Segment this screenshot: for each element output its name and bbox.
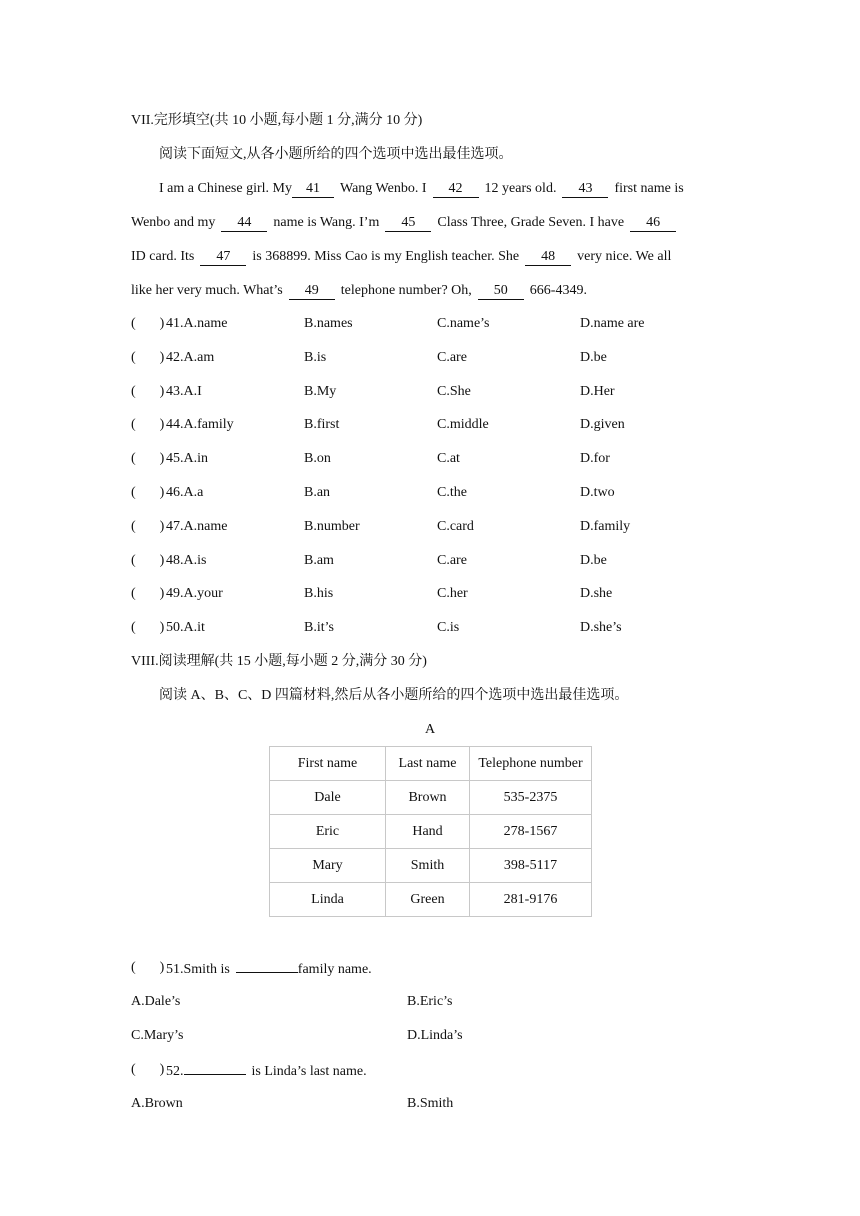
answer-paren[interactable] [131,348,164,368]
close-paren: ) [159,518,165,534]
passage-text: ID card. Its [131,249,195,264]
table-cell: Dale [270,781,386,815]
close-paren: ) [159,417,165,433]
passage-label-a: A [424,722,436,737]
close-paren: ) [159,960,165,975]
open-paren: ( [131,960,136,975]
table-header: Telephone number [470,747,592,781]
blank-45[interactable]: 45 [385,215,431,232]
question-stem: family name. [297,962,372,977]
option-b[interactable]: B.My [304,383,337,399]
option-b[interactable]: B.number [304,518,360,534]
option-d[interactable]: D.given [580,417,625,433]
blank-47[interactable]: 47 [200,249,246,266]
close-paren: ) [159,383,165,399]
question-51-stem [166,958,372,980]
passage-text: like her very much. What’s [131,283,283,298]
phone-table [269,746,592,917]
option-c[interactable]: C.middle [437,417,489,433]
question-52-paren[interactable] [131,1060,164,1080]
table-header: Last name [386,747,470,781]
passage-text: Wenbo and my [131,215,216,230]
passage-line-3 [131,247,671,267]
section-8-title: VIII.阅读理解(共 15 小题,每小题 2 分,满分 30 分) [131,654,427,669]
table-cell: Green [386,883,470,917]
answer-paren[interactable] [131,415,164,435]
option-b[interactable]: B.his [304,586,334,602]
option-c[interactable]: C.card [437,518,474,534]
option-d[interactable]: D.she [580,586,613,602]
option-c[interactable]: C.are [437,349,467,365]
table-row [270,815,592,849]
table-cell: Smith [386,849,470,883]
option-a[interactable]: 43.A.I [166,383,202,399]
option-51-c[interactable]: C.Mary’s [131,1028,184,1043]
open-paren: ( [131,349,136,365]
blank-49[interactable]: 49 [289,283,335,300]
option-a[interactable]: 42.A.am [166,349,215,365]
option-b[interactable]: B.an [304,485,331,500]
option-c[interactable]: C.name’s [437,316,490,331]
option-d[interactable]: D.for [580,451,610,467]
table-cell: Eric [270,815,386,849]
table-row [270,849,592,883]
option-b[interactable]: B.it’s [304,620,334,636]
table-header: First name [270,747,386,781]
option-52-a[interactable]: A.Brown [131,1096,183,1111]
option-d[interactable]: D.she’s [580,620,622,636]
answer-paren[interactable] [131,449,164,469]
open-paren: ( [131,620,136,636]
passage-text: Wang Wenbo. I [339,181,427,196]
option-d[interactable]: D.Her [580,383,615,399]
option-a[interactable]: 46.A.a [166,485,204,500]
table-row [270,883,592,917]
table-cell: Linda [270,883,386,917]
table-cell: Hand [386,815,470,849]
blank-44[interactable]: 44 [221,215,267,232]
open-paren: ( [131,586,136,602]
passage-text: is 368899. Miss Cao is my English teacher. She [252,249,520,264]
close-paren: ) [159,349,165,365]
open-paren: ( [131,451,136,467]
blank-42[interactable]: 42 [433,181,479,198]
blank-41[interactable]: 41 [292,181,334,198]
option-a[interactable]: 45.A.in [166,451,208,467]
answer-paren[interactable] [131,517,164,537]
passage-text: first name is [614,181,684,196]
answer-paren[interactable] [131,382,164,402]
question-51-paren[interactable] [131,958,164,978]
passage-text: I am a Chinese girl. My [159,181,292,196]
option-a[interactable]: 48.A.is [166,552,207,568]
option-a[interactable]: 44.A.family [166,417,234,433]
close-paren: ) [159,485,165,500]
passage-text: 666-4349. [529,283,587,298]
option-d[interactable]: D.name are [580,316,645,331]
table-cell: Brown [386,781,470,815]
close-paren: ) [159,552,165,568]
open-paren: ( [131,383,136,399]
option-c[interactable]: C.She [437,383,471,399]
table-cell: 278-1567 [470,815,592,849]
section-7-instruction: 阅读下面短文,从各小题所给的四个选项中选出最佳选项。 [159,147,513,162]
option-51-d[interactable]: D.Linda’s [407,1028,463,1043]
table-cell: Mary [270,849,386,883]
passage-text: telephone number? Oh, [340,283,472,298]
option-d[interactable]: D.family [580,518,631,534]
option-b[interactable]: B.first [304,417,340,433]
passage-line-4 [131,281,587,301]
table-cell: 535-2375 [470,781,592,815]
table-row [270,781,592,815]
option-b[interactable]: B.on [304,451,331,467]
option-c[interactable]: C.is [437,620,460,636]
table-cell: 281-9176 [470,883,592,917]
answer-paren[interactable] [131,584,164,604]
close-paren: ) [159,620,165,636]
passage-text: 12 years old. [484,181,557,196]
close-paren: ) [159,586,165,602]
close-paren: ) [159,316,165,331]
option-d[interactable]: D.two [580,485,615,500]
option-c[interactable]: C.her [437,586,468,602]
option-51-b[interactable]: B.Eric’s [407,994,453,1009]
option-d[interactable]: D.be [580,552,607,568]
option-c[interactable]: C.are [437,552,467,568]
blank-43[interactable]: 43 [562,181,608,198]
question-stem: is Linda’s last name. [251,1064,367,1079]
passage-text: name is Wang. I’m [273,215,380,230]
blank-50[interactable]: 50 [478,283,524,300]
table-cell: 398-5117 [470,849,592,883]
open-paren: ( [131,417,136,433]
passage-line-1 [159,179,684,199]
option-b[interactable]: B.am [304,552,334,568]
option-51-a[interactable]: A.Dale’s [131,994,181,1009]
option-52-b[interactable]: B.Smith [407,1096,454,1111]
passage-text: very nice. We all [577,249,672,264]
open-paren: ( [131,485,136,500]
section-8-instruction: 阅读 A、B、C、D 四篇材料,然后从各小题所给的四个选项中选出最佳选项。 [159,688,629,703]
option-a[interactable]: 49.A.your [166,586,223,602]
open-paren: ( [131,316,136,331]
section-7-title: VII.完形填空(共 10 小题,每小题 1 分,满分 10 分) [131,113,423,128]
option-b[interactable]: B.is [304,349,327,365]
answer-paren[interactable] [131,618,164,638]
option-a[interactable]: 50.A.it [166,620,205,636]
open-paren: ( [131,552,136,568]
blank-48[interactable]: 48 [525,249,571,266]
passage-text: Class Three, Grade Seven. I have [437,215,625,230]
open-paren: ( [131,518,136,534]
answer-blank[interactable] [236,958,298,973]
question-52-stem [166,1060,367,1082]
close-paren: ) [159,1062,165,1077]
answer-blank[interactable] [184,1060,246,1075]
option-a[interactable]: 41.A.name [166,316,228,331]
question-stem: 51.Smith is [166,962,230,977]
answer-paren[interactable] [131,551,164,571]
table-header-row [270,747,592,781]
option-b[interactable]: B.names [304,316,353,331]
close-paren: ) [159,451,165,467]
option-c[interactable]: C.the [437,485,467,500]
option-a[interactable]: 47.A.name [166,518,228,534]
option-c[interactable]: C.at [437,451,460,467]
blank-46[interactable]: 46 [630,215,676,232]
passage-line-2 [131,213,676,233]
answer-paren[interactable] [131,314,164,334]
option-d[interactable]: D.be [580,349,607,365]
answer-paren[interactable] [131,483,164,503]
open-paren: ( [131,1062,136,1077]
question-stem: 52. [166,1064,184,1079]
